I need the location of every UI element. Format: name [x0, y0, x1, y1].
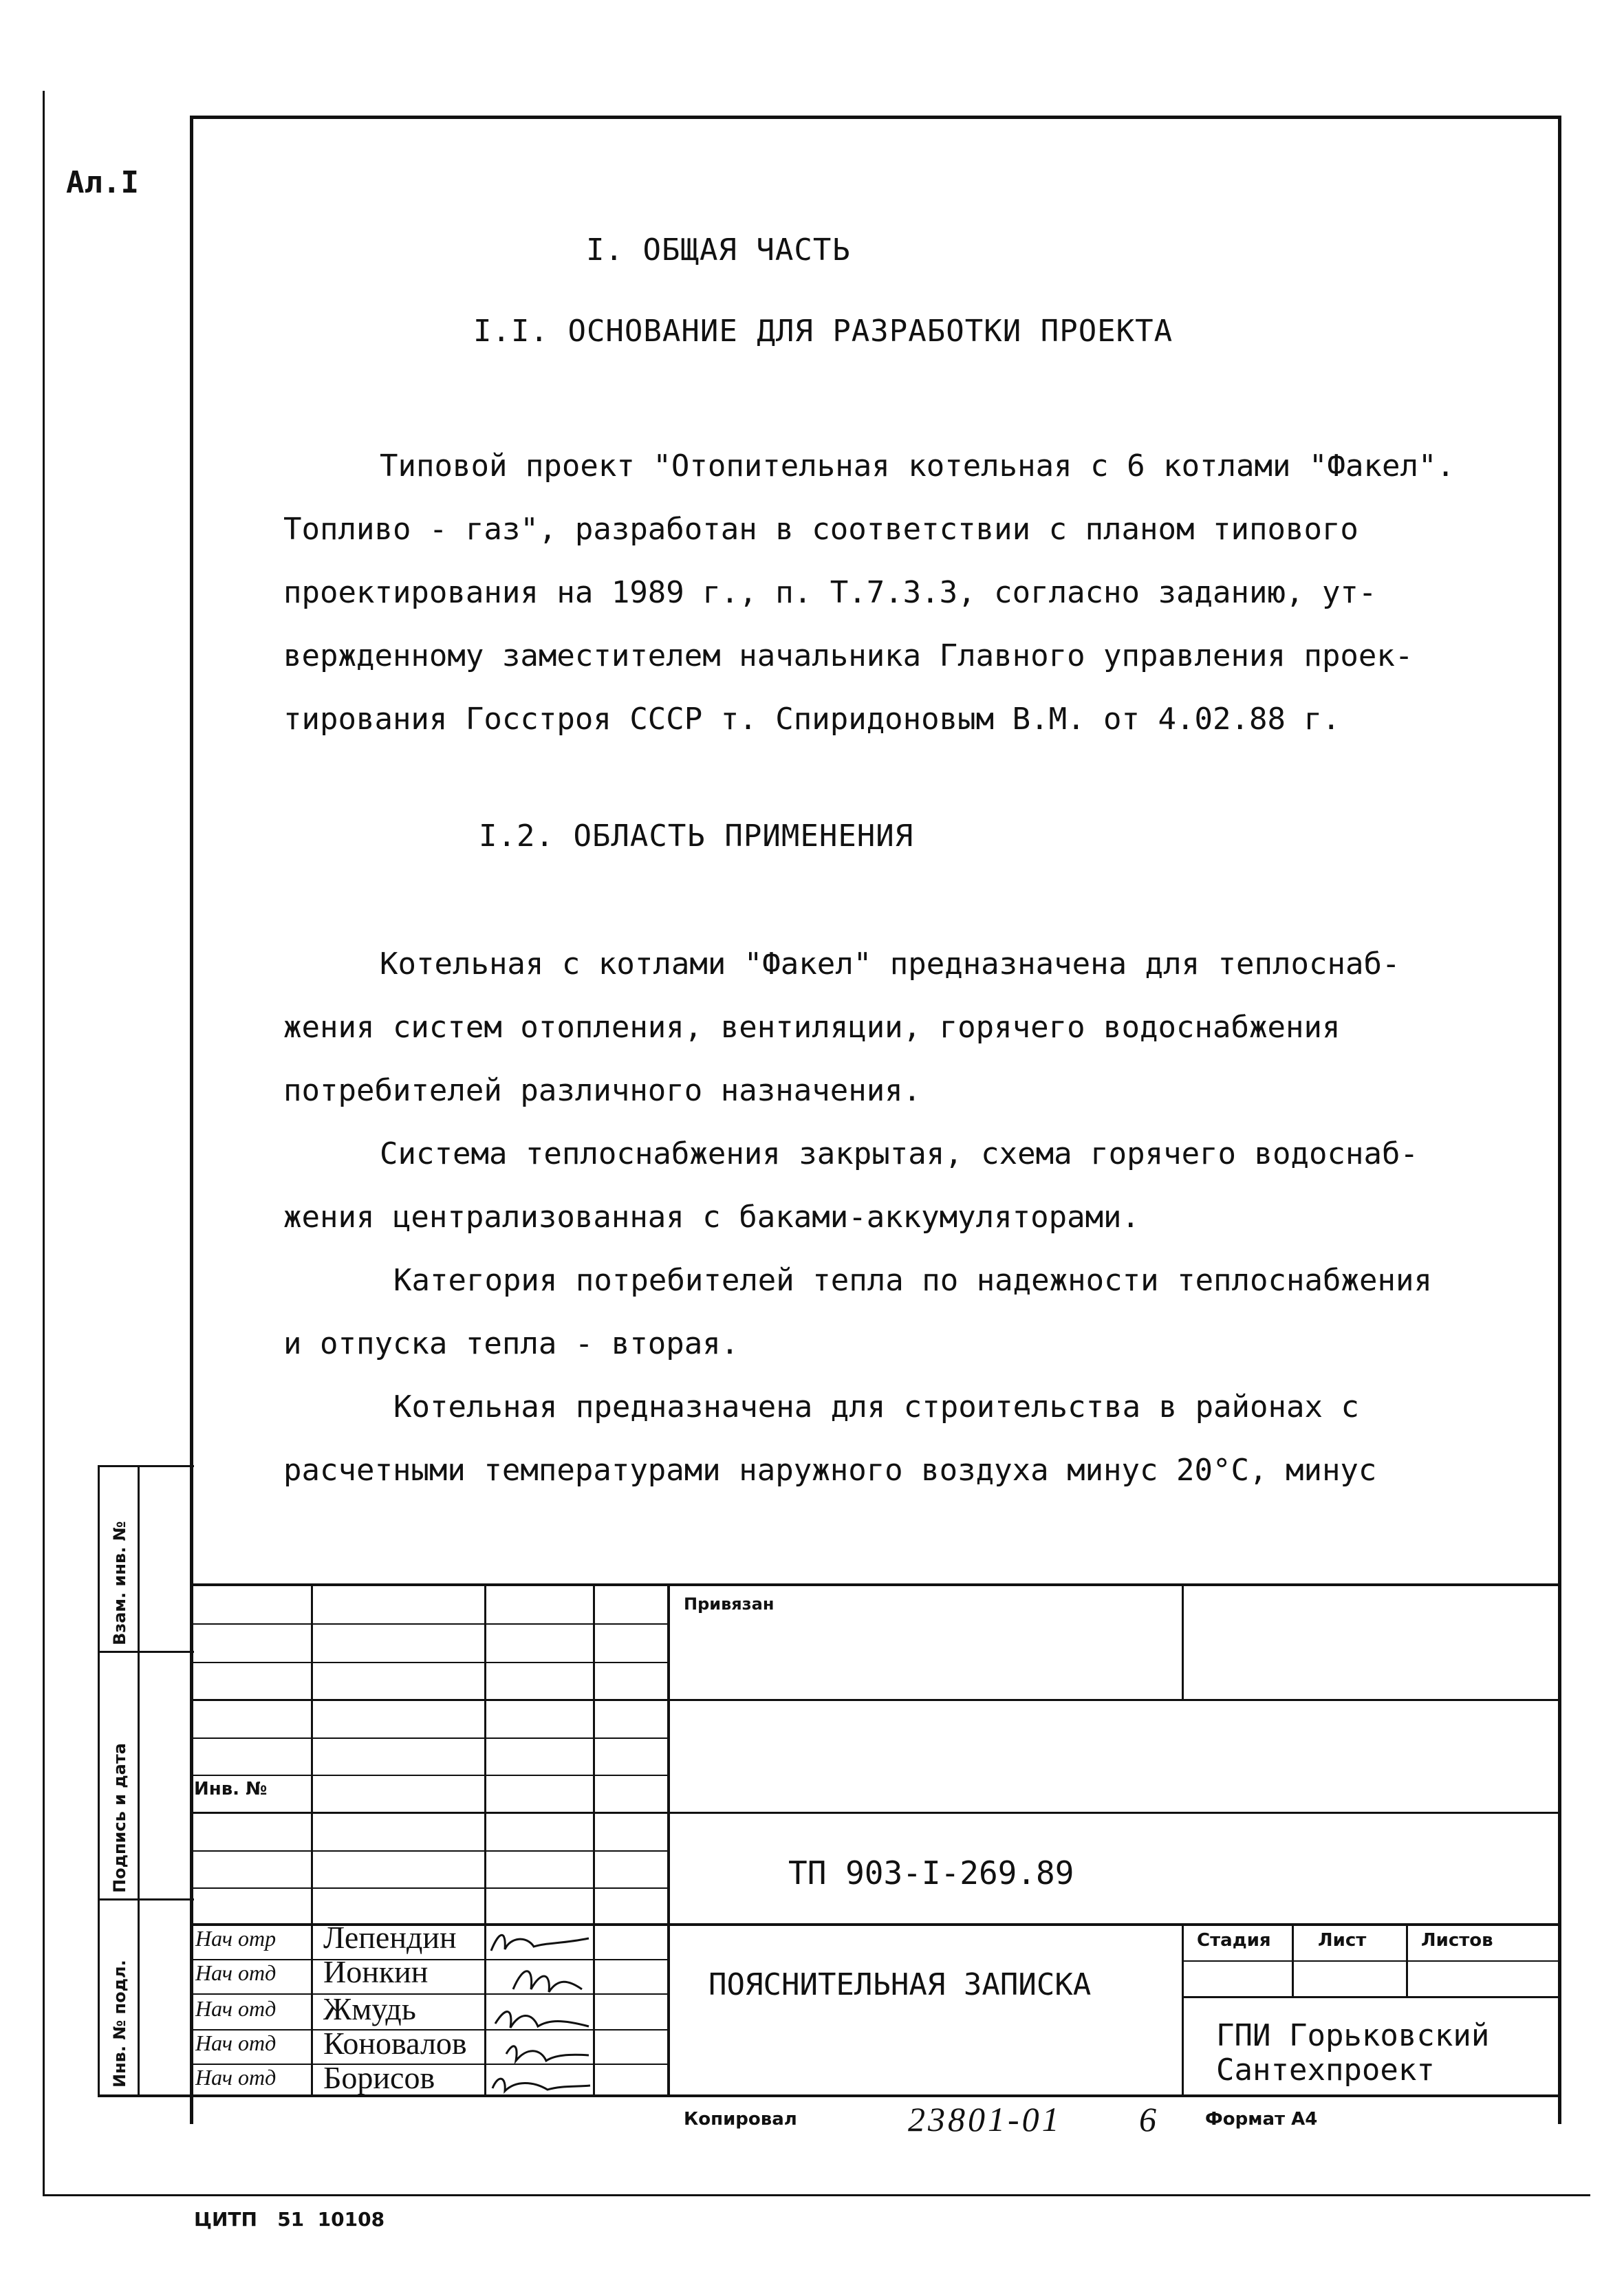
text-line: Система теплоснабжения закрытая, схема горячего водоснаб- — [380, 1136, 1418, 1171]
tb-bottom — [98, 2094, 1561, 2097]
subsection-1-title: I.I. ОСНОВАНИЕ ДЛЯ РАЗРАБОТКИ ПРОЕКТА — [473, 314, 1173, 349]
paragraph-basis — [283, 435, 1455, 751]
tb-col — [1182, 1923, 1184, 2095]
inv-no-label: Инв. № — [194, 1779, 268, 1799]
frame-top — [190, 116, 1561, 119]
tb-row — [1183, 1996, 1561, 1998]
frame-left — [190, 116, 193, 2124]
tb-col — [311, 1583, 313, 2095]
tb-col — [1182, 1583, 1184, 1699]
signer-name: Лепендин — [323, 1920, 457, 1955]
signer-role: Нач отд — [195, 2031, 277, 2055]
signer-role: Нач отд — [195, 2065, 277, 2090]
tb-row — [190, 1812, 1561, 1814]
margin-line — [43, 91, 45, 2196]
privyazan-label: Привязан — [684, 1594, 775, 1614]
tb-row — [190, 1850, 669, 1852]
paragraph-application — [283, 933, 1432, 1502]
tb-row — [190, 1993, 669, 1995]
tb-row — [190, 1737, 669, 1739]
text-line: жения централизованная с баками-аккумуляторами. — [283, 1200, 1140, 1235]
document-code: ТП 903-I-269.89 — [788, 1854, 1074, 1892]
page-number: 6 — [1139, 2100, 1156, 2138]
tb-row — [190, 1623, 669, 1625]
frame-right — [1558, 116, 1561, 2124]
text-line: расчетными температурами наружного воздуха минус 20°С, минус — [283, 1453, 1377, 1488]
tb-row — [190, 1775, 669, 1776]
side-stamp-rule — [98, 1898, 194, 1901]
text-line: и отпуска тепла - вторая. — [283, 1326, 739, 1361]
copied-label: Копировал — [684, 2109, 797, 2130]
sheet-marker: Ал.I — [66, 165, 139, 200]
text-line: проектирования на 1989 г., п. Т.7.3.3, согласно заданию, ут- — [283, 575, 1377, 610]
text-line: Котельная предназначена для строительства в районах с — [393, 1389, 1359, 1425]
stage-label: Стадия — [1197, 1930, 1271, 1951]
footer-code: ЦИТП 51 10108 — [194, 2208, 385, 2231]
text-line: потребителей различного назначения. — [283, 1073, 922, 1108]
text-line: жения систем отопления, вентиляции, горячего водоснабжения — [283, 1010, 1341, 1045]
tb-row — [1183, 1960, 1561, 1962]
signer-name: Жмудь — [323, 1991, 416, 2026]
text-line: вержденному заместителем начальника Главного управления проек- — [283, 638, 1414, 673]
tb-row — [190, 1887, 669, 1889]
side-stamp-top — [98, 1465, 194, 1467]
text-line: Котельная с котлами "Факел" предназначена для теплоснаб- — [380, 946, 1400, 982]
text-line: Топливо - газ", разработан в соответствии с планом типового — [283, 512, 1358, 547]
bottom-line — [43, 2194, 1590, 2196]
copy-number: 23801-01 — [908, 2100, 1062, 2138]
tb-row — [190, 1662, 669, 1663]
text-line: Типовой проект "Отопительная котельная с 6 котлами "Факел". — [380, 448, 1455, 484]
section-title: I. ОБЩАЯ ЧАСТЬ — [586, 232, 851, 268]
tb-col-main — [667, 1583, 670, 2095]
side-stamp-divider — [138, 1465, 140, 2097]
side-stamp-left — [98, 1465, 100, 2097]
sheets-label: Листов — [1421, 1930, 1493, 1951]
subsection-2-title: I.2. ОБЛАСТЬ ПРИМЕНЕНИЯ — [479, 819, 914, 854]
side-label-inv-podl: Инв. № подл. — [110, 1960, 129, 2088]
organization-name: ГПИ Горьковский — [1216, 2018, 1490, 2053]
side-label-podpis: Подпись и дата — [110, 1743, 129, 1893]
tb-col — [1406, 1923, 1408, 1997]
signature-scribbles — [486, 1923, 596, 2097]
document-title: ПОЯСНИТЕЛЬНАЯ ЗАПИСКА — [708, 1967, 1092, 2002]
text-line: тирования Госстроя СССР т. Спиридоновым В.М. от 4.02.88 г. — [283, 702, 1341, 737]
side-stamp-rule — [98, 1651, 194, 1653]
signer-role: Нач отд — [195, 1960, 277, 1985]
format-label: Формат А4 — [1205, 2109, 1318, 2130]
sheet-label: Лист — [1318, 1930, 1367, 1951]
tb-col — [1292, 1923, 1294, 1997]
signer-name: Ионкин — [323, 1954, 429, 1989]
text-line: Категория потребителей тепла по надежности теплоснабжения — [393, 1263, 1432, 1298]
tb-top — [190, 1583, 1561, 1586]
signer-role: Нач отд — [195, 1996, 277, 2021]
signer-name: Борисов — [323, 2060, 435, 2095]
side-label-vzam: Взам. инв. № — [110, 1521, 129, 1645]
tb-row — [190, 1699, 1561, 1701]
signer-name: Коновалов — [323, 2026, 467, 2061]
organization-name-2: Сантехпроект — [1216, 2053, 1435, 2088]
signer-role: Нач отр — [195, 1926, 277, 1951]
